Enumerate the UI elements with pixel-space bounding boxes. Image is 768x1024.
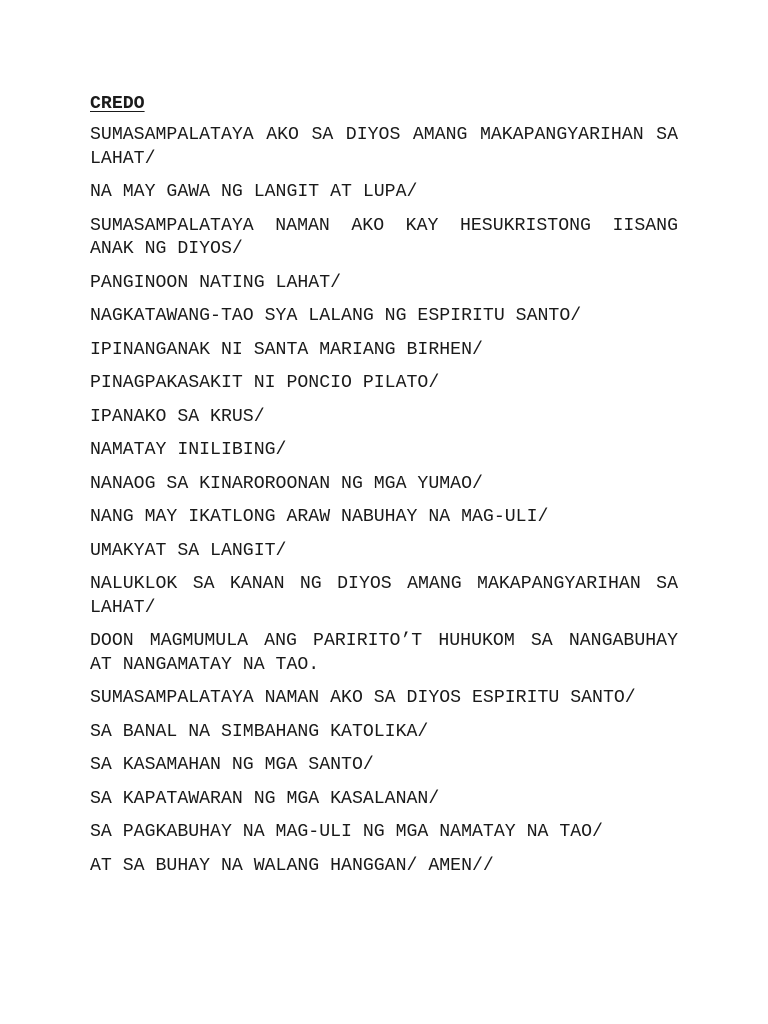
verse-line: NANG MAY IKATLONG ARAW NABUHAY NA MAG-ULI/ — [90, 507, 549, 527]
verse-line: SA BANAL NA SIMBAHANG KATOLIKA/ — [90, 721, 429, 742]
verse-line: IPINANGANAK NI SANTA MARIANG BIRHEN/ — [90, 339, 483, 360]
verse-line: SUMASAMPALATAYA NAMAN AKO SA DIYOS ESPIRITU SANTO/ — [90, 688, 636, 708]
verse-line: SA KASAMAHAN NG MGA SANTO/ — [90, 755, 374, 775]
verse-line: PANGINOON NATING LAHAT/ — [90, 272, 342, 293]
verse-line: SA KAPATAWARAN NG MGA KASALANAN/ — [90, 788, 440, 809]
verse-line: NA MAY GAWA NG LANGIT AT LUPA/ — [90, 182, 418, 202]
verse-line: PINAGPAKASAKIT NI PONCIO PILATO/ — [90, 373, 440, 393]
document-page — [90, 92, 678, 888]
verse-list — [90, 124, 678, 878]
verse-line: NANAOG SA KINAROROONAN NG MGA YUMAO/ — [90, 473, 483, 494]
verse-line: SUMASAMPALATAYA NAMAN AKO KAY HESUKRISTONG IISANG ANAK NG DIYOS/ — [90, 215, 678, 259]
verse-line: UMAKYAT SA LANGIT/ — [90, 540, 287, 561]
verse-line: IPANAKO SA KRUS/ — [90, 406, 265, 427]
verse-line: NALUKLOK SA KANAN NG DIYOS AMANG MAKAPANGYARIHAN SA LAHAT/ — [90, 574, 678, 618]
verse-line: AT SA BUHAY NA WALANG HANGGAN/ AMEN// — [90, 855, 494, 876]
verse-line: SA PAGKABUHAY NA MAG-ULI NG MGA NAMATAY NA TAO/ — [90, 822, 603, 842]
document-title: CREDO — [90, 94, 145, 114]
verse-line: SUMASAMPALATAYA AKO SA DIYOS AMANG MAKAPANGYARIHAN SA LAHAT/ — [90, 125, 678, 169]
verse-line: NAMATAY INILIBING/ — [90, 440, 287, 460]
verse-line: NAGKATAWANG-TAO SYA LALANG NG ESPIRITU SANTO/ — [90, 306, 582, 326]
verse-line: DOON MAGMUMULA ANG PARIRITO’T HUHUKOM SA NANGABUHAY AT NANGAMATAY NA TAO. — [90, 631, 678, 675]
